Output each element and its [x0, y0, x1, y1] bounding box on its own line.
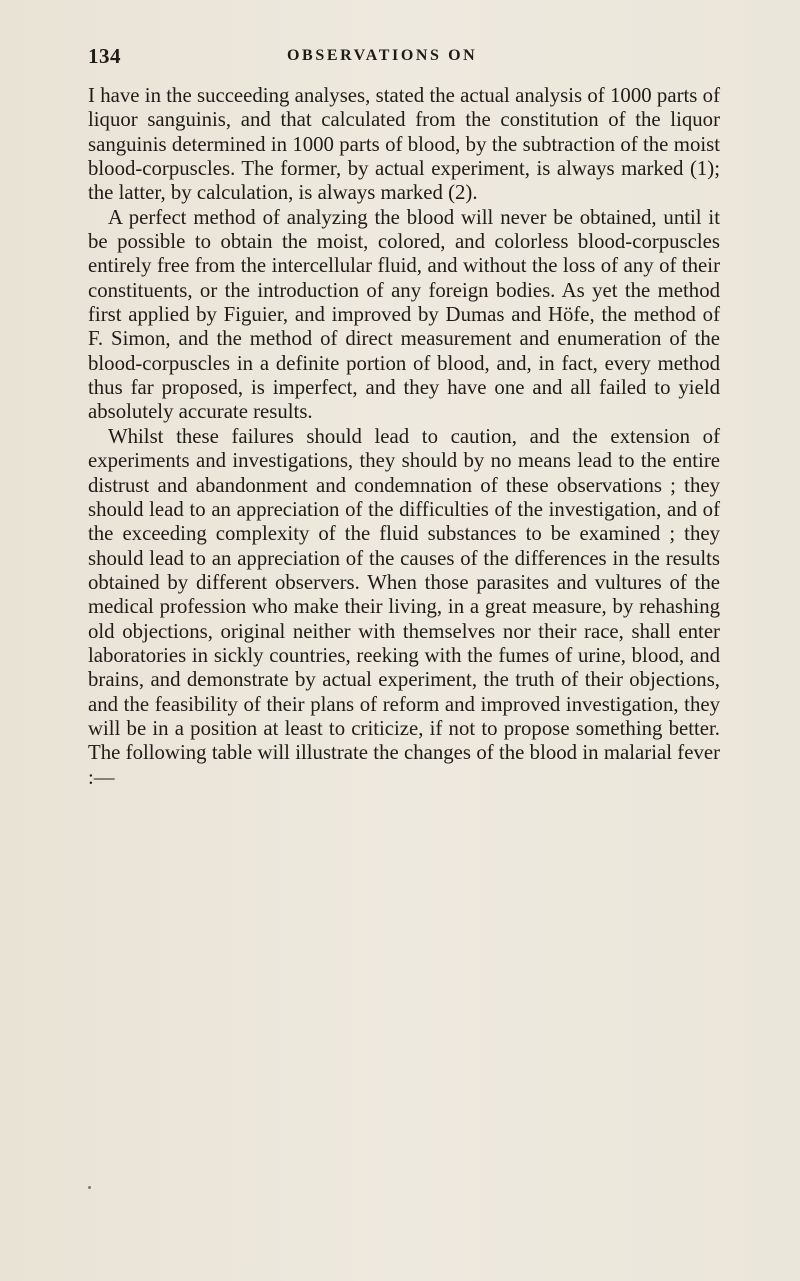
- body-text: [88, 84, 720, 790]
- paragraph-1: I have in the succeeding analyses, stated the actual analysis of 1000 parts of liquor sanguinis, and that calculated from the constitution of the liquor sanguinis determined in 1000 parts of blood, by the subtraction of the moist blood-corpuscles. The former, by actual experiment, is always marked (1); the latter, by calculation, is always marked (2).: [88, 84, 720, 205]
- running-head: OBSERVATIONS ON: [287, 47, 478, 64]
- paragraph-3: Whilst these failures should lead to caution, and the extension of experiments and investigations, they should by no means lead to the entire distrust and abandonment and condemnation of these observations ; they should lead to an appreciation of the difficulties of the investigation, and of the exceeding complexity of the fluid substances to be examined ; they should lead to an appreciation of the causes of the differences in the results obtained by different observers. When those parasites and vultures of the medical profession who make their living, in a great measure, by rehashing old objections, original neither with themselves nor their race, shall enter laboratories in sickly countries, reeking with the fumes of urine, blood, and brains, and demonstrate by actual experiment, the truth of their objections, and the feasibility of their plans of reform and improved investigation, they will be in a position at least to criticize, if not to propose something better. The following table will illustrate the changes of the blood in malarial fever :—: [88, 424, 720, 789]
- paragraph-2: A perfect method of analyzing the blood will never be obtained, until it be possible to obtain the moist, colored, and colorless blood-corpuscles entirely free from the intercellular fluid, and without the loss of any of their constituents, or the introduction of any foreign bodies. As yet the method first applied by Figuier, and improved by Dumas and Höfe, the method of F. Simon, and the method of direct measurement and enumeration of the blood-corpuscles in a definite portion of blood, and, in fact, every method thus far proposed, is imperfect, and they have one and all failed to yield absolutely accurate results.: [88, 205, 720, 424]
- paper-speck: [88, 1186, 91, 1189]
- page-number: 134: [88, 44, 121, 68]
